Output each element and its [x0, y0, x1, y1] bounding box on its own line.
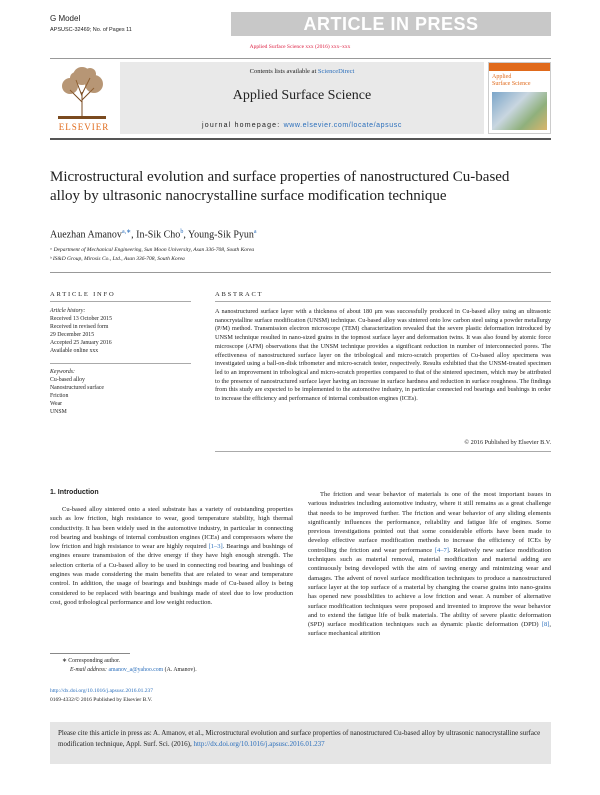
- citation-link[interactable]: [8]: [541, 621, 550, 629]
- history-item: 29 December 2015: [50, 332, 95, 339]
- keywords: [50, 368, 104, 417]
- keyword: UNSM: [50, 409, 67, 416]
- keyword: Wear: [50, 401, 63, 408]
- history-item: Available online xxx: [50, 348, 99, 355]
- abstract-bottom-rule: [215, 451, 551, 452]
- contents-line: [120, 68, 484, 75]
- history-label: Article history:: [50, 308, 86, 314]
- abstract-text: A nanostructured surface layer with a thickness of about 180 μm was successfully produced in Cu-based alloy using an ultrasonic nanocrystalline surface modification (UNSM) technique. Cu-based alloy was sintered onto low carbon steel using a powder metallurgy (P/M) method. Transmission electron microscope (TEM) characterization revealed that the severe plastic deformation introduced by UNSM technique resulted in nano-sized grains in the topmost surface layer and deformation twins. It was also found by atomic force microscope (AFM) observations that the UNSM technique provides a significant reduction in number of interconnected pores. The effectiveness of nanostructured surface layer on the tribological and micro-scratch properties of Cu-based alloy specimens was investigated using a ball-on-disk tribometer and micro-scratch tester, respectively. Results exhibited that the UNSM-treated specimen led to an improvement in tribological and micro-scratch properties compared to that of the sintered specimen, which may be attributed to the presence of nanostructured surface layer having an increase in surface hardness and reduction in surface roughness. The findings from this study are expected to be implemented to the automotive industry, in particular connected rod bearings and bushings in order to increase the efficiency and performance of internal combustion engines (ICEs).: [215, 308, 551, 403]
- section-heading-introduction: 1. Introduction: [50, 489, 99, 496]
- cover-title-line-2: Surface Science: [492, 81, 531, 87]
- paragraph-text: Cu-based alloy sintered onto a steel substrate has a variety of outstanding properties such as low friction, high resistance to wear, good temperature stability, high thermal conductivity. It has been widely used in the automotive industry, in particular in connecting rod bearing and bushings of internal combustion engines (ICEs) and compressors where the low friction and high resistance to wear are highly required: [50, 506, 293, 551]
- issn-line: 0169-4332/© 2016 Published by Elsevier B.V.: [50, 697, 153, 703]
- paragraph-text: The friction and wear behavior of materials is one of the most important issues in various industries including automotive industry, where it still remains as a great challenge that needs to be improved further. The friction and wear behavior of any sliding elements significantly influences the performance, reliability and fatigue life of engines. Some previous investigations pointed out that some considerable efforts have been made to develop effective surface modification methods to increase the efficiency of ICEs by controlling the friction and wear performance: [308, 491, 551, 554]
- article-info-heading: ARTICLE INFO: [50, 291, 116, 298]
- author-name: Auezhan Amanov: [50, 229, 122, 241]
- author-list: Auezhan Amanov$^{a,∗}$, In-Sik Cho$^b$, Young-Sik Pyun$^a$: [50, 229, 257, 241]
- body-column-right: [308, 490, 551, 639]
- email-suffix: (A. Amanov).: [163, 667, 197, 673]
- cover-bar: [489, 63, 550, 71]
- article-info-rule: [50, 301, 191, 302]
- footnote-rule: [50, 653, 130, 654]
- paragraph: [308, 490, 551, 639]
- author-affiliation-mark[interactable]: a: [253, 229, 257, 235]
- affiliation-a: ᵃ Department of Mechanical Engineering, Sun Moon University, Asan 336-708, South Korea: [50, 247, 255, 253]
- body-column-left: [50, 505, 293, 607]
- cite-doi-link[interactable]: http://dx.doi.org/10.1016/j.apsusc.2016.01.237: [193, 740, 325, 748]
- keyword: Cu-based alloy: [50, 377, 85, 384]
- cite-this-article-text: [58, 728, 545, 750]
- email-note: [70, 667, 197, 673]
- paragraph-text: , surface mechanical attrition: [308, 621, 551, 638]
- sciencedirect-link[interactable]: ScienceDirect: [317, 68, 355, 75]
- article-title: Microstructural evolution and surface properties of nanostructured Cu-based alloy by ultrasonic nanocrystalline surface modification technique: [50, 169, 510, 204]
- citation-link[interactable]: [1–3]: [208, 543, 223, 551]
- article-ref: APSUSC-32469; No. of Pages 11: [50, 27, 132, 33]
- title-rule: [50, 272, 551, 273]
- article-in-press-banner: ARTICLE IN PRESS: [231, 12, 551, 36]
- header-rule: [50, 58, 551, 59]
- abstract-rule: [215, 301, 551, 302]
- affiliation-b: ᵇ IS&D Group, Mirosis Co., Ltd., Asan 336-708, South Korea: [50, 256, 185, 262]
- author-name: In-Sik Cho: [136, 229, 181, 241]
- keywords-label: Keywords:: [50, 369, 75, 375]
- contents-prefix: Contents lists available at: [249, 68, 318, 75]
- homepage-link[interactable]: www.elsevier.com/locate/apsusc: [283, 122, 402, 129]
- corresponding-author-note: ∗ Corresponding author.: [62, 658, 121, 664]
- author-name: Young-Sik Pyun: [187, 229, 254, 241]
- history-item: Received 13 October 2015: [50, 316, 112, 323]
- keyword: Nanostructured surface: [50, 385, 104, 392]
- cite-text: Please cite this article in press as: A. Amanov, et al., Microstructural evolution and surface properties of nanostructured Cu-based alloy by ultrasonic nanocrystalline surface modification technique, Appl. Surf. Sci. (2016),: [58, 729, 541, 748]
- homepage-line: [120, 122, 484, 129]
- paragraph-text: . Bearings and bushings of engines ensure transmission of the drive energy if they have high enough strength. The selection criteria of a Cu-based alloy to be used in connecting rod bearing and bushings of engines was made considering the main benefits that are related to wear and temperature control. In addition, the usage of bearings and bushings made of Cu-based alloy is being considered to be replaced with bearings and bushings made of steel due to low production cost, good tribological performance and low weight reduction.: [50, 543, 293, 606]
- cover-title-line-1: Applied: [492, 74, 512, 80]
- copyright: © 2016 Published by Elsevier B.V.: [464, 439, 551, 446]
- journal-title: Applied Surface Science: [232, 88, 372, 103]
- homepage-label: journal homepage:: [202, 122, 284, 129]
- paragraph-text: . Relatively new surface modification techniques such as material removal, material modification and material adding are continuously being developed with the aim of saving energy and minimizing wear and damages. The advent of novel surface modification techniques to produce a nanostructured surface layer at the top surface of a material by changing the coarse grains into nano-grains has opened new possibilities to achieve a low friction and wear. A number of alternative surface modification techniques were proposed and invented to improve the wear behavior and to extend the fatigue life of bulk materials. The ability of severe plastic deformation (SPD) surface modification techniques such as dynamic plastic deformation (DPD): [308, 546, 551, 629]
- abstract-heading: ABSTRACT: [215, 291, 264, 298]
- cover-image: [492, 92, 547, 130]
- author-affiliation-mark[interactable]: b: [180, 229, 184, 235]
- article-history: [50, 307, 112, 356]
- elsevier-logo-text: ELSEVIER: [58, 122, 110, 132]
- paragraph: [50, 505, 293, 607]
- citation-link[interactable]: [4–7]: [434, 546, 449, 554]
- doi-link[interactable]: http://dx.doi.org/10.1016/j.apsusc.2016.01.237: [50, 688, 154, 694]
- email-link[interactable]: amanov_a@yahoo.com: [108, 667, 164, 673]
- article-info-divider: [50, 363, 191, 364]
- history-item: Accepted 25 January 2016: [50, 340, 112, 347]
- g-model-label: G Model: [50, 14, 81, 23]
- history-item: Received in revised form: [50, 324, 109, 331]
- email-label: E-mail address:: [70, 667, 109, 673]
- keyword: Friction: [50, 393, 69, 400]
- author-affiliation-mark[interactable]: a,∗: [121, 229, 132, 235]
- journal-citation: Applied Surface Science xxx (2016) xxx–xxx: [249, 44, 351, 50]
- header-bottom-rule: [50, 138, 551, 140]
